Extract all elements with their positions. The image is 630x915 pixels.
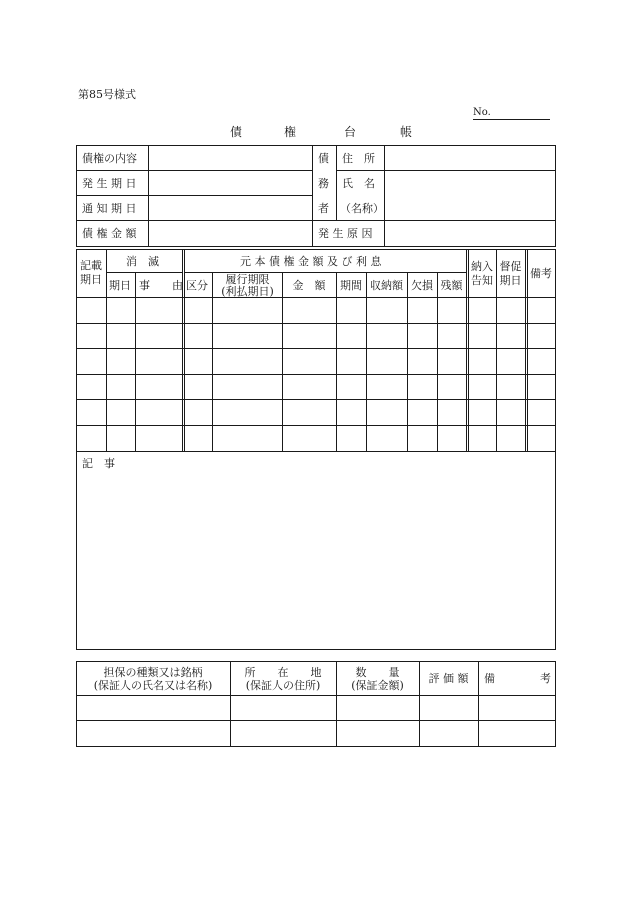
header-demand-date: 期日 [499, 274, 522, 287]
header-amount: 金 額 [292, 279, 326, 292]
notes-label: 記 事 [82, 457, 115, 470]
header-payment-notice: 納入 [471, 260, 493, 273]
header-collected: 収納額 [370, 279, 403, 292]
label-debt-content: 債権の内容 [82, 152, 137, 165]
header-remarks: 備考 [530, 267, 552, 280]
title-char: 台 [344, 125, 357, 139]
label-name: 氏 名 [342, 177, 375, 190]
title-char: 権 [284, 125, 297, 139]
header-record-date: 期日 [80, 273, 102, 286]
header-due-date: (利払期日) [221, 285, 274, 298]
label-address: 住 所 [342, 152, 375, 165]
form-number: 第85号様式 [78, 88, 136, 101]
label-debt-amount: 債 権 金 額 [82, 227, 137, 240]
header-collateral-type: 担保の種類又は銘柄 [103, 666, 203, 679]
label-origin-cause: 発 生 原 因 [318, 227, 373, 240]
label-occurrence-date: 発 生 期 日 [82, 177, 137, 190]
header-record-date: 記載 [80, 259, 102, 272]
header-loss: 欠損 [411, 279, 433, 292]
header-collateral-remarks: 考 [540, 672, 551, 685]
header-period: 期間 [340, 279, 362, 292]
header-collateral-type: (保証人の氏名又は名称) [93, 679, 213, 692]
header-location: 所 在 地 [244, 666, 322, 679]
label-corporate-name: （名称） [340, 202, 384, 215]
header-payment-notice: 告知 [471, 274, 493, 287]
title-char: 帳 [400, 125, 413, 139]
header-principal-interest: 元 本 債 権 金 額 及 び 利 息 [240, 255, 382, 268]
header-due-date: 履行期限 [225, 273, 270, 286]
header-extinction-date: 期日 [109, 279, 131, 292]
header-balance: 残額 [440, 279, 463, 292]
debtor-char: 者 [318, 202, 329, 215]
debtor-char: 務 [318, 177, 329, 190]
header-category: 区分 [186, 279, 208, 292]
title-char: 債 [230, 125, 243, 139]
header-quantity: 数 量 [355, 666, 400, 679]
header-extinction-reason: 事 由 [139, 279, 183, 292]
header-location: (保証人の住所) [245, 679, 321, 692]
label-notice-date: 通 知 期 日 [82, 202, 137, 215]
header-extinction: 消 滅 [126, 255, 159, 268]
header-valuation: 評 価 額 [428, 672, 469, 685]
document-number-field[interactable]: No. [473, 106, 550, 120]
header-collateral-remarks: 備 [484, 672, 495, 685]
header-demand-date: 督促 [499, 260, 522, 273]
header-quantity: (保証金額) [351, 679, 404, 692]
debtor-char: 債 [318, 152, 329, 165]
